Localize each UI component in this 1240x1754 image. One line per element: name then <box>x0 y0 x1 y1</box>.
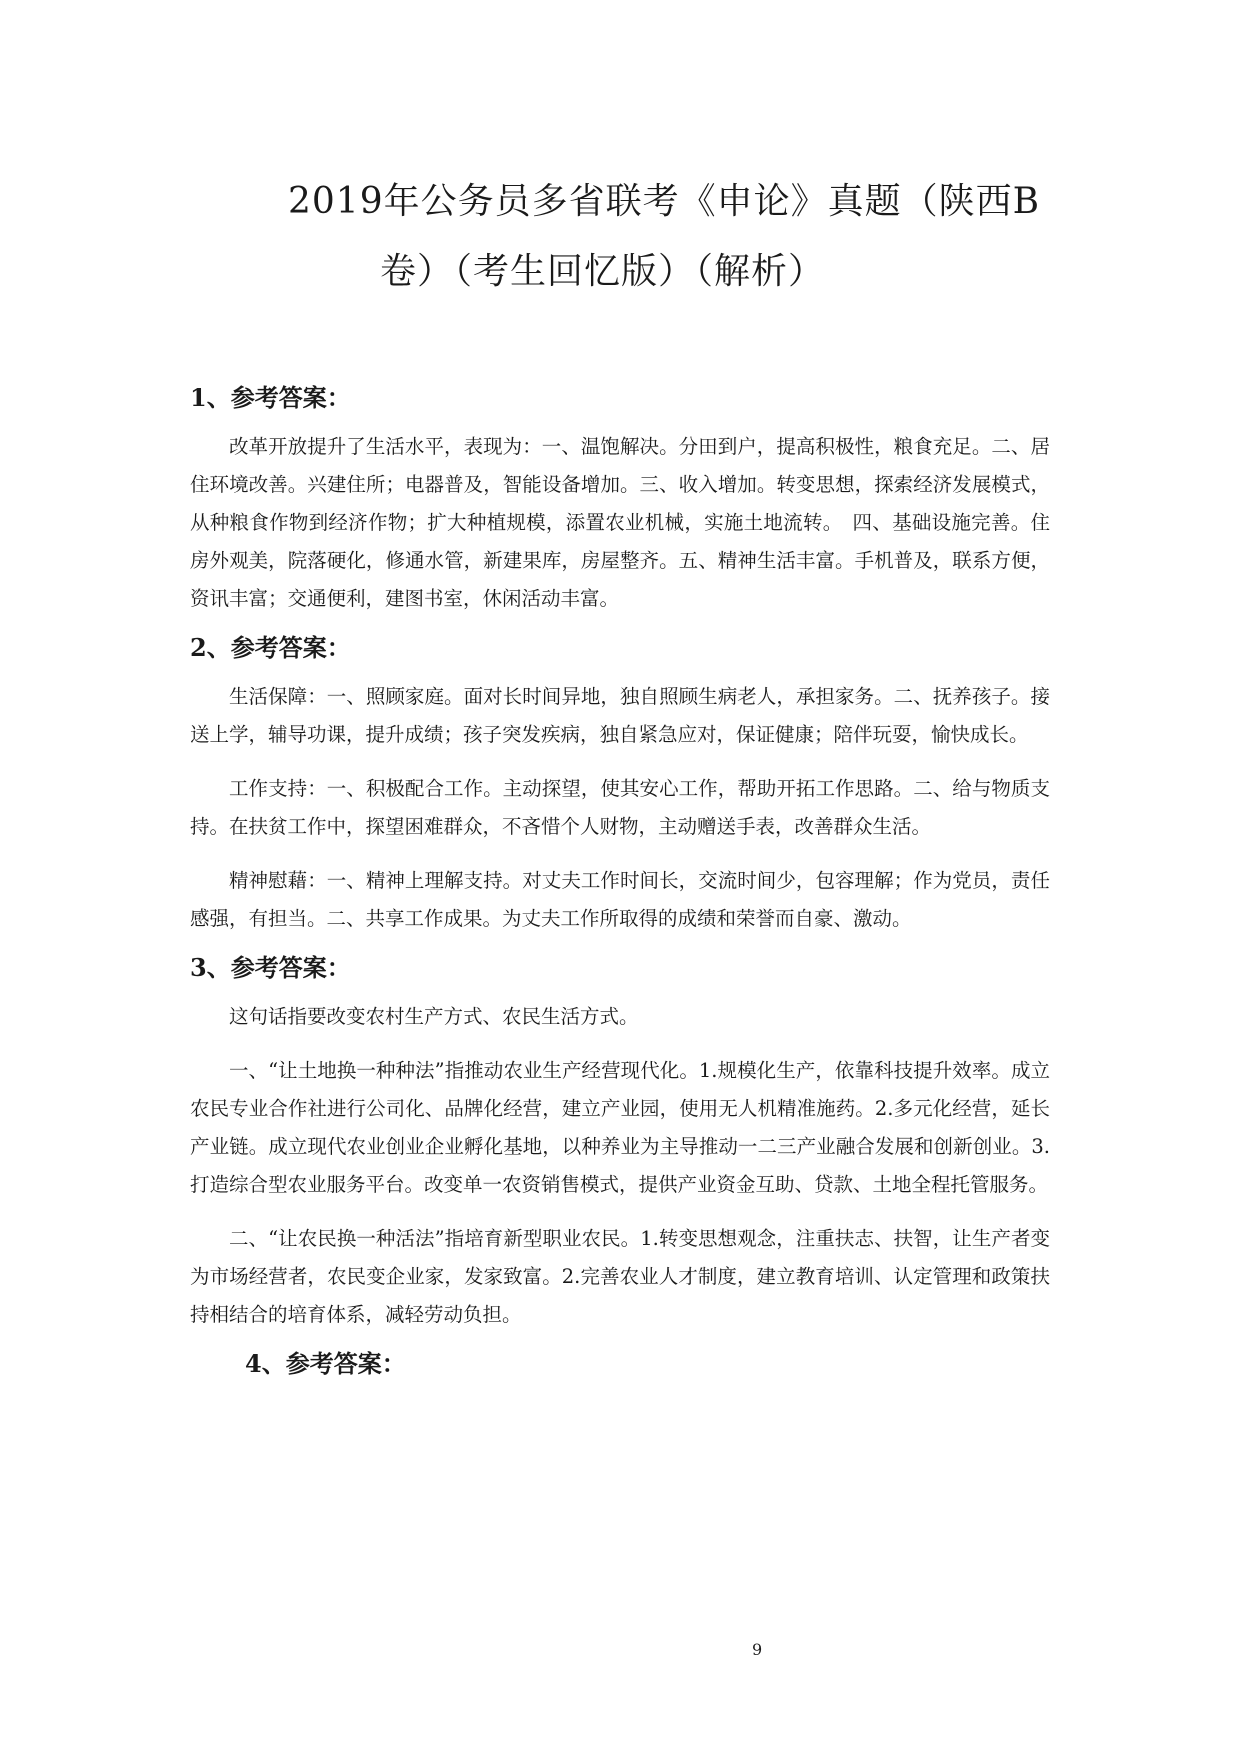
page-number: 9 <box>752 1640 763 1659</box>
section-2-paragraph-3: 精神慰藉：一、精神上理解支持。对丈夫工作时间长，交流时间少，包容理解；作为党员，责任感强，有担当。二、共享工作成果。为丈夫工作所取得的成绩和荣誉而自豪、激动。 <box>190 869 1050 930</box>
document-title-line-1: 2019年公务员多省联考《申论》真题（陕西B <box>288 181 1041 222</box>
section-3-paragraph-2: 一、“让土地换一种种法”指推动农业生产经营现代化。1.规模化生产，依靠科技提升效率。成立农民专业合作社进行公司化、品牌化经营，建立产业园，使用无人机精准施药。2.多元化经营，延长产业链。成立现代农业创业企业孵化基地，以种养业为主导推动一二三产业融合发展和创新创业。3.打造综合型农业服务平台。改变单一农资销售模式，提供产业资金互助、贷款、土地全程托管服务。 <box>190 1059 1050 1196</box>
section-1-paragraph-1: 改革开放提升了生活水平，表现为：一、温饱解决。分田到户，提高积极性，粮食充足。二、居住环境改善。兴建住所；电器普及，智能设备增加。三、收入增加。转变思想，探索经济发展模式，从种粮食作物到经济作物；扩大种植规模，添置农业机械，实施土地流转。 四、基础设施完善。住房外观美，院落硬化，修通水管，新建果库，房屋整齐。五、精神生活丰富。手机普及，联系方便，资讯丰富；交通便利，建图书室，休闲活动丰富。 <box>190 435 1050 610</box>
section-3-paragraph-3: 二、“让农民换一种活法”指培育新型职业农民。1.转变思想观念，注重扶志、扶智，让生产者变为市场经营者，农民变企业家，发家致富。2.完善农业人才制度，建立教育培训、认定管理和政策扶持相结合的培育体系，减轻劳动负担。 <box>190 1227 1050 1326</box>
section-3-heading: 3、参考答案： <box>190 953 351 982</box>
document-title-line-2: 卷）（考生回忆版）（解析） <box>380 251 826 292</box>
section-2-heading: 2、参考答案： <box>190 633 351 662</box>
section-4-heading: 4、参考答案： <box>245 1349 406 1378</box>
document-body <box>190 382 1050 1380</box>
section-2-paragraph-1: 生活保障：一、照顾家庭。面对长时间异地，独自照顾生病老人，承担家务。二、抚养孩子。接送上学，辅导功课，提升成绩；孩子突发疾病，独自紧急应对，保证健康；陪伴玩耍，愉快成长。 <box>190 685 1050 746</box>
section-1-heading: 1、参考答案： <box>190 383 351 412</box>
section-2-paragraph-2: 工作支持：一、积极配合工作。主动探望，使其安心工作，帮助开拓工作思路。二、给与物质支持。在扶贫工作中，探望困难群众，不吝惜个人财物，主动赠送手表，改善群众生活。 <box>190 777 1050 838</box>
section-3-paragraph-1: 这句话指要改变农村生产方式、农民生活方式。 <box>229 1005 639 1028</box>
